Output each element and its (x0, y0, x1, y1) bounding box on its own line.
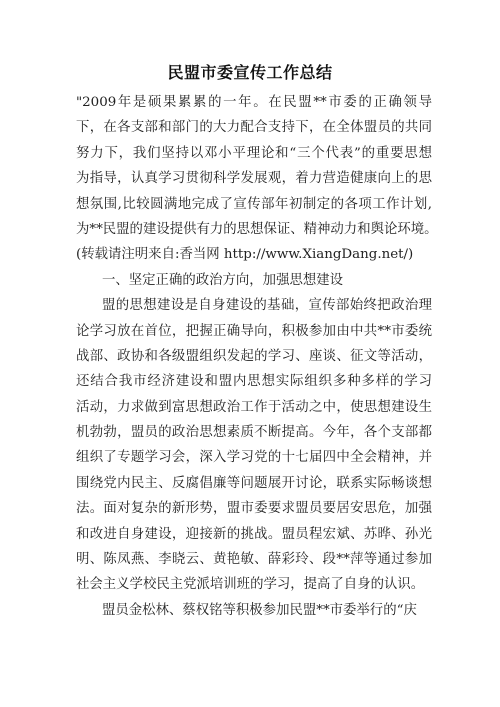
paragraph-1-line-7: (转载请注明来自:香当网 http://www.XiangDang.net/) (76, 247, 414, 263)
document-title: 民盟市委宣传工作总结 (167, 63, 333, 82)
paragraph-2-line-9: 法。面对复杂的新形势，盟市委要求盟员要居安思危，加强 (76, 501, 432, 517)
paragraph-2-line-11: 明、陈凤燕、李晓云、黄艳敏、薛彩玲、段**萍等通过参加 (76, 552, 432, 568)
paragraph-1-line-3: 努力下，我们坚持以邓小平理论和“三个代表”的重要思想 (76, 145, 432, 161)
paragraph-2-line-1: 盟的思想建设是自身建设的基础，宣传部始终把政治理 (102, 298, 432, 314)
paragraph-2-line-12: 社会主义学校民主党派培训班的学习，提高了自身的认识。 (76, 577, 425, 593)
paragraph-1-line-4: 为指导，认真学习贯彻科学发展观，着力营造健康向上的思 (76, 171, 432, 187)
paragraph-2-line-8: 围绕党内民主、反腐倡廉等问题展开讨论，联系实际畅谈想 (76, 475, 432, 491)
paragraph-1-line-5: 想氛围,比较圆满地完成了宣传部年初制定的各项工作计划, (76, 196, 432, 212)
paragraph-2-line-4: 还结合我市经济建设和盟内思想实际组织多种多样的学习 (76, 374, 432, 390)
paragraph-1-line-1: "2009年是硕果累累的一年。在民盟**市委的正确领导 (76, 95, 432, 110)
paragraph-2-line-3: 战部、政协和各级盟组织发起的学习、座谈、征文等活动， (76, 348, 432, 364)
paragraph-2-line-6: 机勃勃，盟员的政治思想素质不断提高。今年，各个支部都 (76, 425, 432, 441)
paragraph-2-line-10: 和改进自身建设，迎接新的挑战。盟员程宏斌、苏晔、孙光 (76, 526, 432, 542)
paragraph-1-line-2: 下，在各支部和部门的大力配合支持下，在全体盟员的共同 (76, 120, 432, 136)
paragraph-2-line-2: 论学习放在首位，把握正确导向，积极参加由中共**市委统 (76, 323, 432, 339)
paragraph-2-line-7: 组织了专题学习会，深入学习党的十七届四中全会精神，并 (76, 450, 432, 466)
paragraph-1-line-6: 为**民盟的建设提供有力的思想保证、精神动力和舆论环境。 (76, 221, 438, 237)
section-heading-1: 一、坚定正确的政治方向，加强思想建设 (102, 272, 344, 288)
paragraph-2-line-5: 活动，力求做到富思想政治工作于活动之中，使思想建设生 (76, 399, 432, 415)
paragraph-3-line-1: 盟员金松林、蔡权铭等积极参加民盟**市委举行的“庆 (102, 602, 417, 618)
document-body (76, 90, 438, 623)
